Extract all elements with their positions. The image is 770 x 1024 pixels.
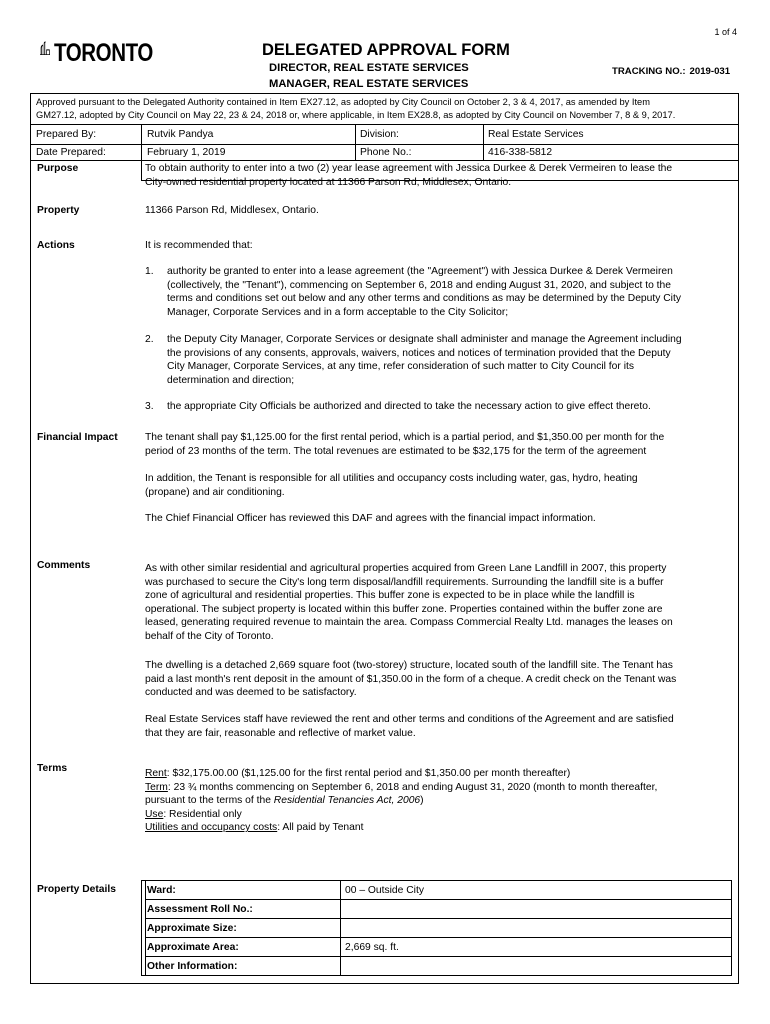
comment-line: Real Estate Services staff have reviewed the rent and other terms and conditions of the Agreement and are satisfied: [145, 714, 674, 725]
comment-line: behalf of the City of Toronto.: [145, 630, 274, 642]
action-item: [145, 333, 733, 393]
divider: [145, 937, 732, 938]
rent-label: Rent: [145, 768, 167, 779]
financial-line: period of 23 months of the term. The total revenues are estimated to be $32,175 for the term of the agreement: [145, 445, 647, 457]
actions-intro: It is recommended that:: [145, 240, 253, 251]
financial-cfo-text: The Chief Financial Officer has reviewed this DAF and agrees with the financial impact information.: [145, 513, 596, 524]
comments-paragraph-3: [145, 713, 733, 740]
prepared-by-value: Rutvik Pandya: [147, 129, 214, 140]
tracking-label: TRACKING NO.:: [612, 66, 686, 77]
pd-value-ward: 00 – Outside City: [345, 885, 424, 896]
divider: [30, 144, 739, 145]
comment-line: conducted and was deemed to be satisfactory.: [145, 687, 357, 699]
action-line: the Deputy City Manager, Corporate Services or designate shall administer and manage the Agreement including: [167, 334, 682, 345]
action-number: 3.: [145, 401, 154, 412]
terms-label: Terms: [37, 763, 68, 774]
form-title: DELEGATED APPROVAL FORM: [262, 41, 510, 59]
action-text: [167, 333, 733, 387]
action-line: authority be granted to enter into a lease agreement (the "Agreement") with Jessica Durkee & Derek Vermeiren: [167, 266, 673, 277]
approval-line-1: Approved pursuant to the Delegated Authority contained in Item EX27.12, as adopted by City Council on October 2, 3 & 4, 2017, as amended by Item: [36, 97, 650, 107]
terms-term-line-2: [145, 794, 733, 808]
pd-key-area: Approximate Area:: [147, 942, 239, 953]
actions-label: Actions: [37, 240, 75, 251]
divider: [355, 124, 356, 160]
date-prepared-label: Date Prepared:: [36, 147, 106, 158]
toronto-logo: [40, 26, 175, 68]
term-text: pursuant to the terms of the: [145, 795, 274, 807]
purpose-text: [145, 162, 733, 189]
comment-line: zone of agricultural and residential properties. This buffer zone is expected to be in place while the landfill is: [145, 590, 635, 602]
form-subtitle: [269, 61, 469, 92]
comments-paragraph-2: [145, 659, 733, 700]
action-text: [167, 265, 733, 319]
act-name: Residential Tenancies Act, 2006: [273, 795, 421, 807]
phone-label: Phone No.:: [360, 147, 412, 158]
pd-key-size: Approximate Size:: [147, 923, 237, 934]
financial-line: The tenant shall pay $1,125.00 for the first rental period, which is a partial period, and $1,350.00 per month for the: [145, 432, 665, 443]
financial-utilities-text: [145, 472, 733, 499]
action-line: the appropriate City Officials be authorized and directed to take the necessary action to give effect thereto.: [167, 401, 651, 412]
pd-value-area: 2,669 sq. ft.: [345, 942, 399, 953]
divider: [145, 899, 732, 900]
financial-line: In addition, the Tenant is responsible for all utilities and occupancy costs including water, gas, hydro, heating: [145, 473, 638, 484]
action-line: Manager, Corporate Services and in a form acceptable to the City Solicitor;: [167, 306, 509, 318]
page-number: 1 of 4: [714, 27, 737, 37]
comment-line: was purchased to secure the City's long term disposal/landfill requirements. Surrounding the landfill site is a buffer: [145, 576, 664, 588]
comment-line: paid a last month's rent deposit in the amount of $1,350.00 in the form of a cheque. A credit check on the Tenant was: [145, 673, 677, 685]
divider: [483, 124, 484, 160]
use-value: : Residential only: [163, 808, 242, 820]
financial-impact-text: [145, 431, 733, 458]
property-value: 11366 Parson Rd, Middlesex, Ontario.: [145, 205, 319, 216]
comment-line: operational. The subject property is located within this buffer zone. Properties contained within the buffer zone are: [145, 603, 663, 615]
division-value: Real Estate Services: [488, 129, 584, 140]
pd-key-roll: Assessment Roll No.:: [147, 904, 253, 915]
terms-term: [145, 781, 733, 795]
comment-line: that they are fair, reasonable and reflective of market value.: [145, 727, 416, 739]
tracking-value: 2019-031: [689, 66, 731, 77]
terms-text: [145, 767, 733, 835]
form-frame: [30, 93, 739, 984]
action-number: 1.: [145, 266, 154, 277]
action-line: City Manager, Corporate Services, at any time, refer consideration of such matter to City Council for its: [167, 361, 634, 373]
tracking-number: [612, 66, 730, 79]
purpose-line: To obtain authority to enter into a two (2) year lease agreement with Jessica Durkee & Derek Vermeiren to lease the: [145, 163, 673, 174]
purpose-line: City-owned residential property located at 11366 Parson Rd, Middlesex, Ontario.: [145, 176, 512, 188]
utilities-label: Utilities and occupancy costs: [145, 822, 278, 834]
comment-line: leased, generating required revenue to maintain the area. Compass Commercial Realty Ltd. manages the leases on: [145, 617, 673, 629]
phone-value: 416-338-5812: [488, 147, 553, 158]
logo-wordmark: TORONTO: [54, 39, 154, 67]
terms-rent: [145, 767, 733, 781]
pd-key-other: Other Information:: [147, 961, 238, 972]
action-line: the provisions of any consents, approvals, waivers, notices and notices of termination provided that the Deputy: [167, 347, 671, 359]
divider: [30, 124, 739, 125]
divider: [145, 880, 146, 976]
divider: [30, 160, 739, 161]
action-text: [167, 400, 733, 414]
approval-authority-text: [36, 96, 736, 121]
action-line: terms and conditions set out below and any other terms and conditions as may be determined by the Deputy City: [167, 293, 681, 305]
action-line: (collectively, the "Tenant"), commencing on September 6, 2018 and ending August 31, 2020, and subject to the: [167, 279, 671, 291]
division-label: Division:: [360, 129, 399, 140]
comment-line: The dwelling is a detached 2,669 square foot (two-storey) structure, located south of the landfill site. The Tenant has: [145, 660, 673, 671]
term-label: Term: [145, 781, 168, 793]
pd-key-ward: Ward:: [147, 885, 176, 896]
divider: [340, 880, 341, 976]
property-details-label: Property Details: [37, 884, 116, 895]
action-item: [145, 400, 733, 416]
comments-label: Comments: [37, 560, 91, 571]
term-text: ): [420, 795, 424, 807]
financial-impact-label: Financial Impact: [37, 432, 118, 443]
comment-line: As with other similar residential and agricultural properties acquired from Green Lane Landfill in 2007, this property: [145, 563, 667, 574]
divider: [141, 160, 142, 181]
city-hall-icon: [40, 28, 50, 68]
terms-use: [145, 808, 733, 822]
action-item: [145, 265, 733, 325]
financial-line: (propane) and air conditioning.: [145, 486, 285, 498]
use-label: Use: [145, 808, 164, 820]
prepared-by-label: Prepared By:: [36, 129, 97, 140]
divider: [141, 124, 142, 160]
approval-line-2: GM27.12, adopted by City Council on May 22, 23 & 24, 2018 or, where applicable, in Item EX28.8, as adopted by City Council on November 7, 8 & 9, 2017.: [36, 109, 676, 120]
utilities-value: : All paid by Tenant: [277, 822, 364, 834]
rent-value: : $32,175.00.00 ($1,125.00 for the first rental period and $1,350.00 per month thereafter): [166, 768, 571, 779]
property-label: Property: [37, 205, 80, 216]
purpose-label: Purpose: [37, 163, 79, 174]
date-prepared-value: February 1, 2019: [147, 147, 226, 158]
comments-paragraph-1: [145, 562, 733, 643]
divider: [145, 918, 732, 919]
action-line: determination and direction;: [167, 374, 295, 386]
term-value: : 23 ¾ months commencing on September 6, 2018 and ending August 31, 2020 (month to month thereafter,: [167, 781, 658, 793]
terms-utilities: [145, 821, 733, 835]
action-number: 2.: [145, 334, 154, 345]
divider: [145, 880, 732, 881]
divider: [145, 956, 732, 957]
subtitle-line-1: DIRECTOR, REAL ESTATE SERVICES: [269, 62, 469, 74]
subtitle-line-2: MANAGER, REAL ESTATE SERVICES: [269, 77, 469, 90]
